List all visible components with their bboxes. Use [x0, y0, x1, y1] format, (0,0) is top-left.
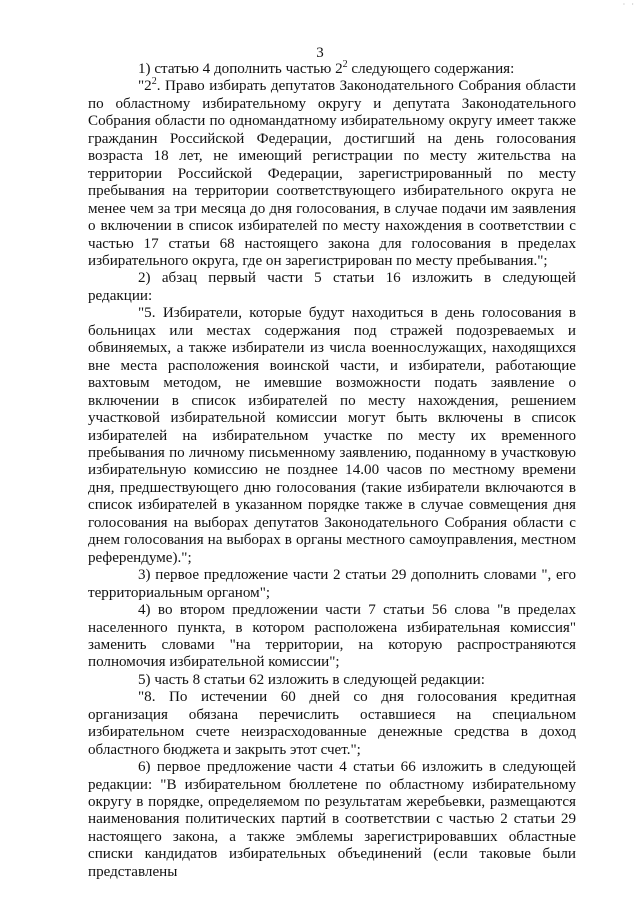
amendment-item-5: 5) часть 8 статьи 62 изложить в следующей редакции: — [138, 671, 485, 688]
paragraph-text: 1) статью 4 дополнить частью 2 — [138, 61, 343, 77]
amendment-item-4: 4) во втором предложении части 7 статьи 56 слова "в пределах населенного пункта, в котором расположена избирательная комиссия" заменить словами "на территории, на которую распространяются полномочия избирательной комиссии"; — [88, 602, 576, 671]
superscript-index: 2 — [151, 76, 157, 88]
paragraph-text: "2 — [138, 78, 152, 95]
amendment-item-3: 3) первое предложение части 2 статьи 29 дополнить словами ", его территориальным органом"; — [88, 567, 576, 601]
amendment-item-6: 6) первое предложение части 4 статьи 66 изложить в следующей редакции: "В избирательном бюллетене по областному избирательному округу в порядке, определяемом по результатам жеребьевки, размещаются наименования политических партий в соответствии с частью 2 статьи 29 настоящего закона, а также эмблемы зарегистрировавших областные списки кандидатов избирательных объединений (если таковые были представлены — [88, 759, 576, 880]
paragraph-text-continued: следующего содержания: — [347, 61, 515, 77]
paragraph-text-continued: . Право избирать депутатов Законодательного Собрания области по областному избирательному округу и депутата Законодательного Собрания области по одномандатному избирательному округу имеет также гражданин Российской Федерации, достигший на день голосования возраста 18 лет, не имеющий регистрации по месту жительства на территории Российской Федерации, зарегистрированный по месту пребывания на территории соответствующего избирательного округа не менее чем за три месяца до дня голосования, в случае подачи им заявления о включении в список избирателей по месту нахождения в соответствии с частью 17 статьи 68 настоящего закона для голосования в пределах избирательного округа, где он зарегистрирован по месту пребывания."; — [88, 78, 576, 269]
superscript-index: 2 — [342, 59, 348, 70]
page-number: 3 — [316, 45, 324, 61]
amendment-quote-part-8: "8. По истечении 60 дней со дня голосования кредитная организация обязана перечислить оставшиеся на специальном избирательном счете неизрасходованные денежные средства в доход областного бюджета и закрыть этот счет."; — [88, 689, 576, 758]
page-corner-mark: · · — [622, 0, 636, 9]
amendment-quote-part-5: "5. Избиратели, которые будут находиться в день голосования в больницах или местах содержания под стражей подозреваемых и обвиняемых, а также избиратели из числа военнослужащих, находящихся вне места расположения воинской части, и избиратели, работающие вахтовым методом, не имевшие возможности подать заявление о включении в список избирателей по месту нахождения, решением участковой избирательной комиссии могут быть включены в список избирателей на избирательном участке по месту их временного пребывания по личному письменному заявлению, поданному в участковую избирательную комиссию не позднее 14.00 часов по местному времени дня, предшествующего дню голосования (такие избиратели включаются в список избирателей в указанном порядке также в случае совмещения дня голосования на выборах депутатов Законодательного Собрания области с днем голосования на выборах в органы местного самоуправления, местном референдуме)."; — [88, 305, 576, 566]
document-body — [88, 61, 576, 881]
amendment-item-2: 2) абзац первый части 5 статьи 16 изложить в следующей редакции: — [88, 270, 576, 304]
amendment-quote-part-2-2 — [88, 78, 576, 270]
amendment-item-1 — [88, 61, 576, 78]
